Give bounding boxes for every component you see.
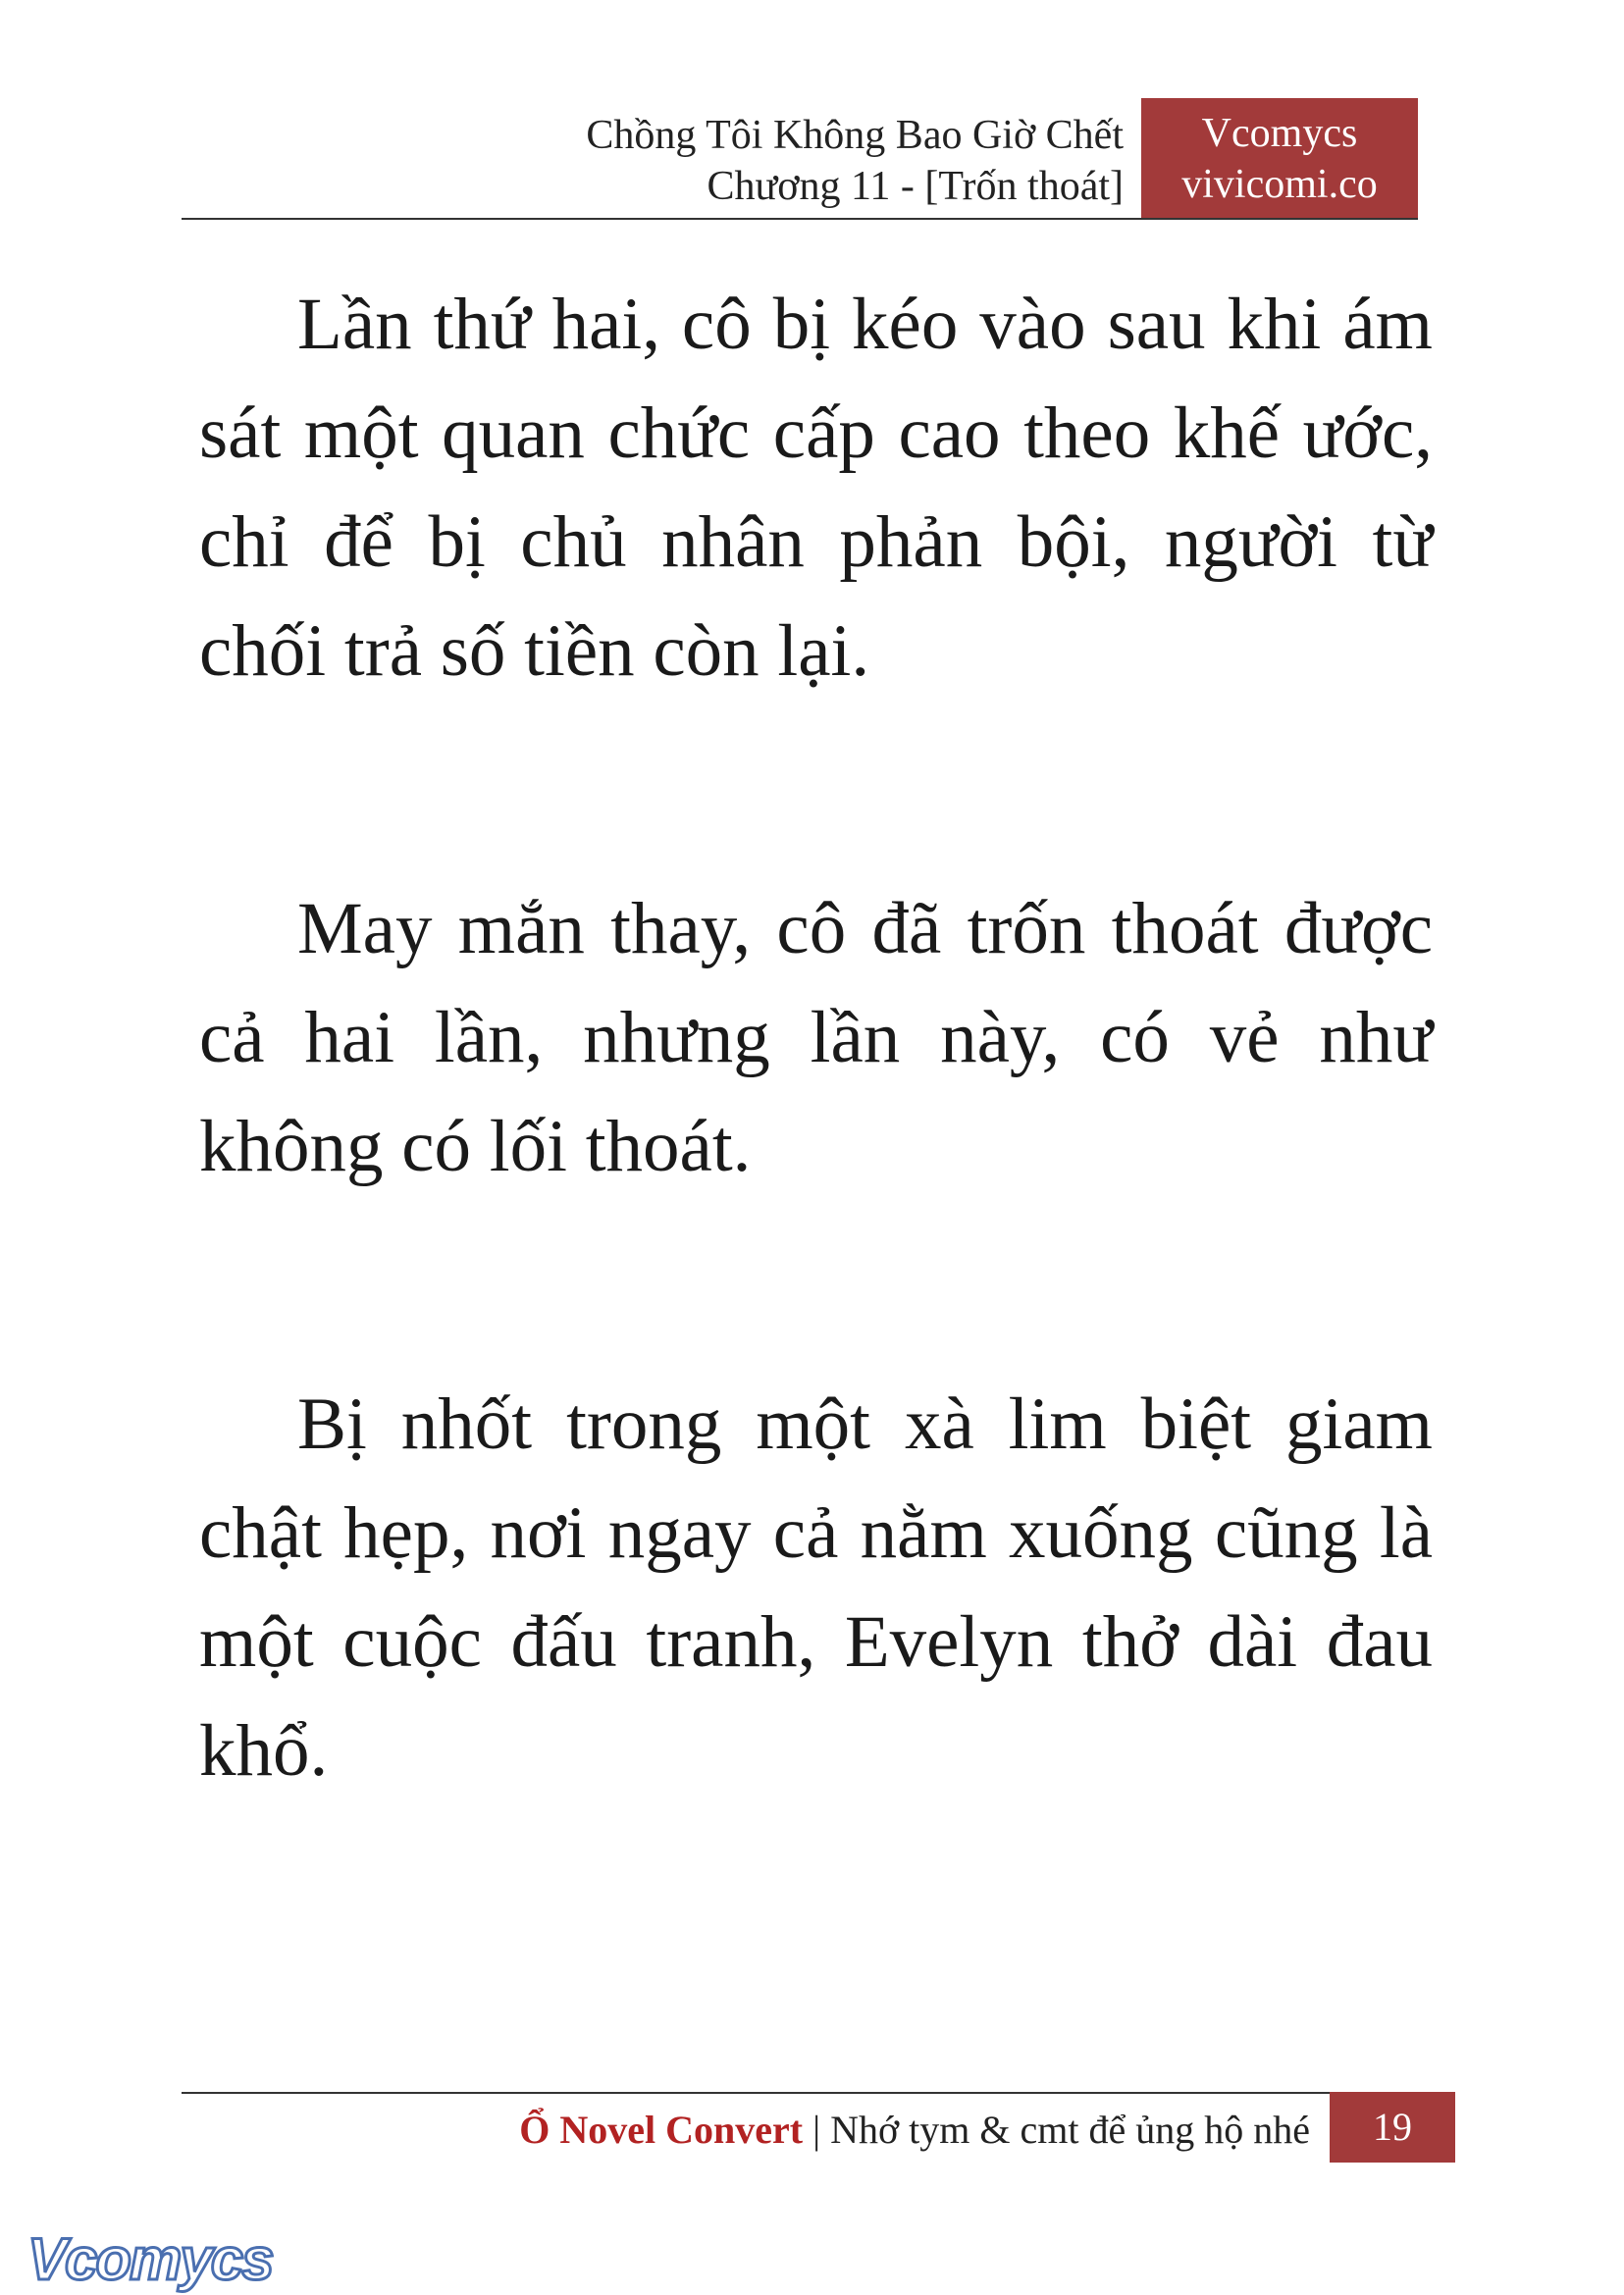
header-divider — [182, 218, 1418, 220]
badge-site-url: vivicomi.co — [1181, 162, 1378, 207]
chapter-body — [199, 270, 1433, 1974]
badge-site-name: Vcomycs — [1201, 111, 1358, 156]
footer-divider — [182, 2092, 1335, 2094]
page-header — [182, 98, 1418, 219]
paragraph: May mắn thay, cô đã trốn thoát được cả hai lần, nhưng lần này, có vẻ như không có lối thoát. — [199, 888, 1433, 1187]
page-number: 19 — [1330, 2092, 1455, 2163]
footer-message: Nhớ tym & cmt để ủng hộ nhé — [830, 2108, 1310, 2152]
footer-brand: Ổ Novel Convert — [519, 2108, 804, 2152]
paragraph: Lần thứ hai, cô bị kéo vào sau khi ám sát một quan chức cấp cao theo khế ước, chỉ để bị chủ nhân phản bội, người từ chối trả số tiền còn lại. — [199, 284, 1433, 692]
book-title: Chồng Tôi Không Bao Giờ Chết — [586, 113, 1124, 158]
paragraph: Bị nhốt trong một xà lim biệt giam chật hẹp, nơi ngay cả nằm xuống cũng là một cuộc đấu tranh, Evelyn thở dài đau khổ. — [199, 1383, 1433, 1792]
header-title-block — [586, 110, 1124, 212]
header-badge — [1141, 98, 1418, 219]
chapter-title: Chương 11 - [Trốn thoát] — [707, 164, 1124, 209]
footer-credit — [519, 2103, 1310, 2158]
vcomycs-logo: Vcomycs — [27, 2226, 273, 2292]
footer-separator: | — [812, 2108, 821, 2152]
